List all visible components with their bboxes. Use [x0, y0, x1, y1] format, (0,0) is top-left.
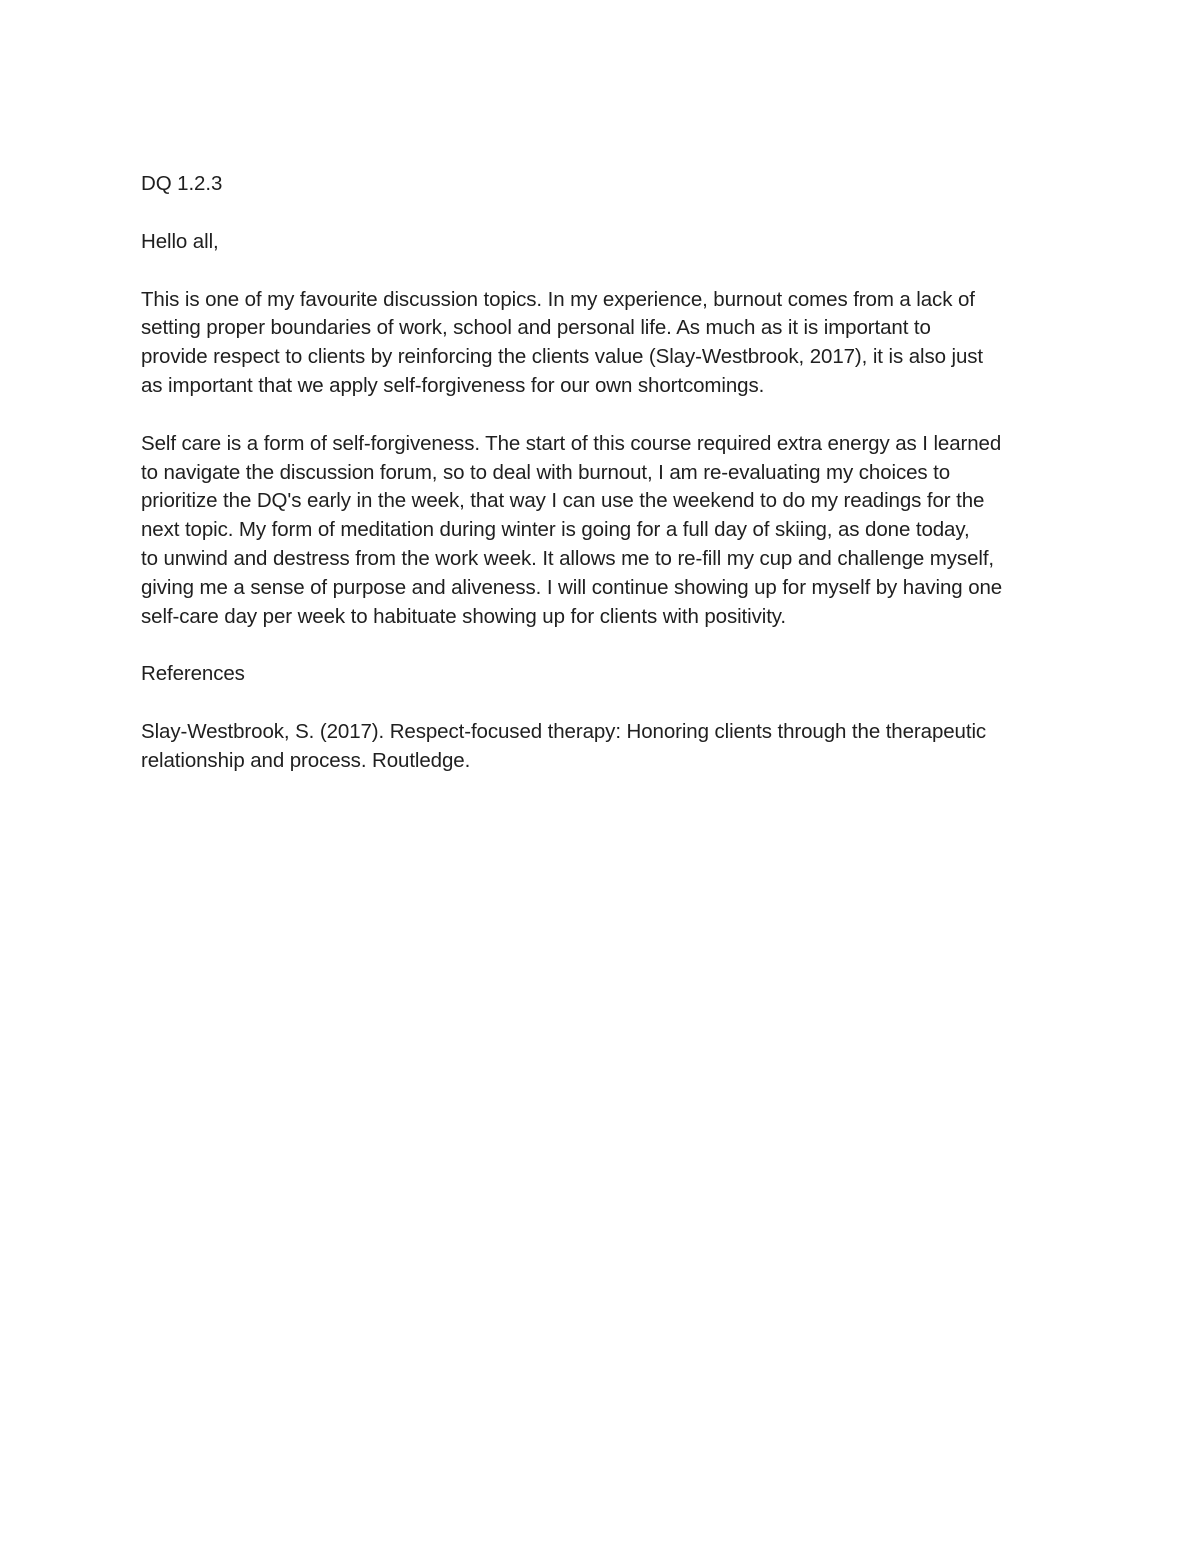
paragraph-line: to unwind and destress from the work week. It allows me to re-fill my cup and challenge myself, [141, 546, 995, 570]
paragraph-burnout [141, 286, 1071, 401]
paragraph-line: provide respect to clients by reinforcing the clients value (Slay-Westbrook, 2017), it is also just [141, 345, 984, 369]
references-heading: References [141, 662, 245, 686]
paragraph-line: to navigate the discussion forum, so to deal with burnout, I am re-evaluating my choices to [141, 460, 951, 484]
paragraph-line: self-care day per week to habituate showing up for clients with positivity. [141, 604, 787, 628]
paragraph-line: setting proper boundaries of work, school and personal life. As much as it is important to [141, 316, 931, 340]
paragraph-line: Self care is a form of self-forgiveness. The start of this course required extra energy as I learned [141, 431, 1002, 455]
greeting-line: Hello all, [141, 229, 219, 253]
paragraph-line: prioritize the DQ's early in the week, that way I can use the weekend to do my readings for the [141, 489, 985, 513]
document-body [141, 170, 1071, 776]
paragraph-line: This is one of my favourite discussion topics. In my experience, burnout comes from a lack of [141, 287, 975, 311]
reference-line: Slay-Westbrook, S. (2017). Respect-focused therapy: Honoring clients through the therapeutic [141, 720, 987, 744]
paragraph-line: as important that we apply self-forgiveness for our own shortcomings. [141, 373, 765, 397]
paragraph-self-care [141, 430, 1071, 632]
reference-line: relationship and process. Routledge. [141, 748, 471, 772]
paragraph-line: giving me a sense of purpose and aliveness. I will continue showing up for myself by having one [141, 575, 1003, 599]
reference-entry [141, 718, 1071, 776]
paragraph-line: next topic. My form of meditation during winter is going for a full day of skiing, as done today, [141, 518, 970, 542]
document-title: DQ 1.2.3 [141, 172, 223, 195]
